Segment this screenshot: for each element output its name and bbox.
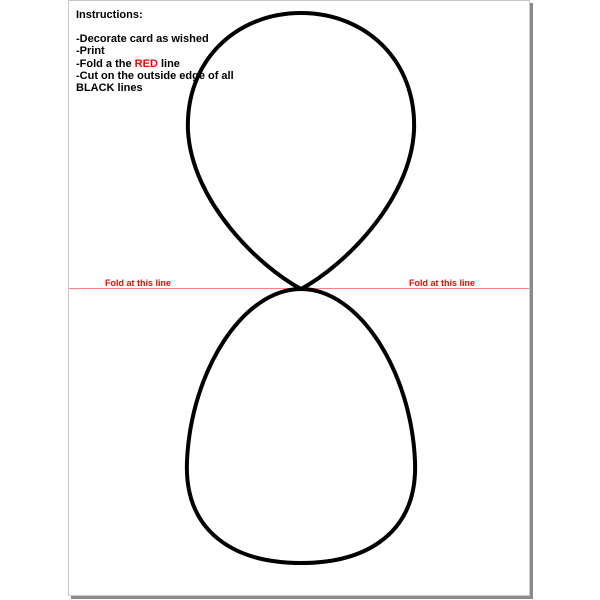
top-egg-outline — [188, 13, 414, 289]
instruction-cut: -Cut on the outside edge of all BLACK lines — [76, 69, 234, 95]
instruction-fold-suffix: line — [157, 57, 180, 70]
instruction-fold-prefix: -Fold a the — [76, 57, 135, 70]
instruction-fold-red-word: RED — [134, 57, 158, 70]
fold-label-right: Fold at this line — [409, 278, 476, 288]
egg-card-outline — [69, 1, 529, 595]
instructions-heading: Instructions: — [76, 9, 143, 21]
fold-label-left: Fold at this line — [105, 278, 172, 288]
instruction-print: -Print — [76, 45, 105, 58]
bottom-egg-outline — [187, 289, 415, 563]
printable-page — [68, 0, 530, 596]
instruction-decorate: -Decorate card as wished — [76, 33, 209, 46]
